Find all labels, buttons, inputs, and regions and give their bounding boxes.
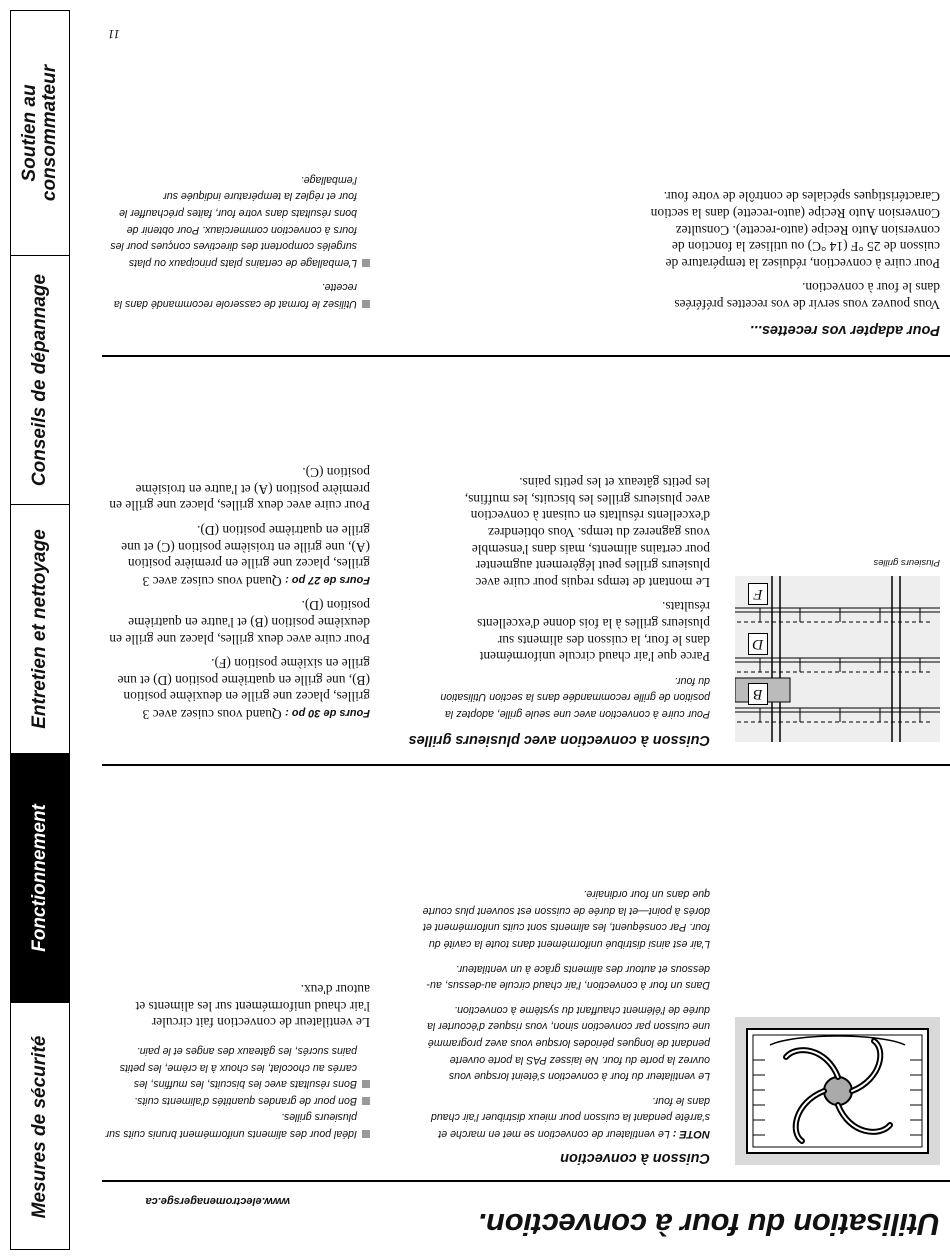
bullet-icon <box>362 1097 370 1105</box>
note-label: NOTE : <box>672 1128 710 1140</box>
ovens-30-two-racks: Pour cuire avec deux grilles, placez une grille en deuxième position (B) et l'autre en quatrième position (D). <box>109 598 370 647</box>
bullet-icon <box>362 1080 370 1088</box>
convection-col-right <box>105 981 370 1142</box>
tab-label: Conseils de dépannage <box>29 273 50 487</box>
tab-label: Soutien au consommateur <box>19 64 60 202</box>
ovens-27-label: Fours de 27 po : <box>285 573 370 586</box>
rack-label-b: B <box>748 683 768 705</box>
multi-rack-illustration <box>735 576 940 742</box>
ovens-30-paragraph <box>105 655 370 722</box>
bullet-icon <box>362 259 370 267</box>
rack-label-d: D <box>748 633 768 655</box>
multi-rack-intro: Pour cuire à convection avec une seule grille, adoptez la position de grille recommandée dans la section Utilisation du four. <box>440 674 710 720</box>
oven-fan-icon <box>735 1017 940 1165</box>
tab-label: Mesures de sécurité <box>29 1035 50 1219</box>
ovens-27-text: Quand vous cuisez avec 3 grilles, placez une grille en première position (A), une grille en troisième position (C) et une grille en quatrième position (D). <box>121 523 370 589</box>
figure-caption: Plusieurs grilles <box>873 557 940 568</box>
sidebar-tabs <box>10 10 70 1250</box>
adapt-heading: Pour adapter vos recettes... <box>749 322 940 338</box>
convection-fan-illustration <box>735 1017 940 1165</box>
convection-note <box>420 1092 710 1142</box>
adapt-p2: Pour cuire à convection, réduisez la température de cuisson de 25 °F (14 °C) ou utilisez la fonction de conversion Auto Recipe (auto-recette). Consultez Conversion Auto Recipe (auto-recette) dans la section Caractéristiques spéciales de contrôle de votre four. <box>650 189 940 271</box>
section-divider <box>102 356 950 358</box>
multi-rack-heading: Cuisson à convection avec plusieurs grilles <box>408 732 710 748</box>
adapt-col-right <box>105 171 370 312</box>
adapt-col-left <box>650 188 940 312</box>
fan-text: Le ventilateur de convection fait circuler l'air chaud uniformément sur les aliments et autour d'eux. <box>135 982 370 1031</box>
list-item: L'emballage de certains plats principaux ou plats surgelés comportent des directives conçues pour les fours à convection commerciaux. Pour obtenir de bons résultats dans votre four, faites préchauffer le four et réglez la température indiquée sur l'emballage. <box>105 171 370 271</box>
convection-col-left <box>420 886 710 1142</box>
convection-p3: Dans un four à convection, l'air chaud circule au-dessus, au-dessous et autour des aliments grâce à un ventilateur. <box>426 962 710 992</box>
tab-conseils-de-depannage[interactable] <box>11 256 69 505</box>
website-link[interactable]: www.electromenagersge.ca <box>145 1195 290 1207</box>
adapt-p1: Vous pouvez vous servir de vos recettes préférées dans le four à convection. <box>674 280 940 312</box>
ovens-30-text: Quand vous cuisez avec 3 grilles, placez une grille en deuxième position (B), une grille en quatrième position (D) et une grille en sixième position (F). <box>117 656 370 722</box>
list-item: Bons résultats avec les biscuits, les muffins, les carrés au chocolat, les choux à la crème, les petits pains sucrés, les gâteaux des anges et le pain. <box>105 1042 370 1092</box>
multi-rack-col-right <box>105 464 370 722</box>
tab-mesures-de-securite[interactable] <box>11 1003 69 1251</box>
tab-label: Fonctionnement <box>29 804 50 952</box>
tab-soutien-au-consommateur[interactable] <box>11 11 69 256</box>
page-title: Utilisation du four à convection. <box>477 1207 940 1242</box>
multi-rack-p1: Parce que l'air chaud circule uniformément dans le four, la cuisson des aliments sur plusieurs grilles à la fois donne d'excellents résultats. <box>477 599 710 665</box>
multi-rack-col-left <box>430 474 710 722</box>
page-content <box>85 0 950 1260</box>
title-rule <box>102 1180 950 1182</box>
multi-rack-p2: Le montant de temps requis pour cuire avec plusieurs grilles peut légèrement augmenter pour certains aliments, mais dans l'ensemble vous gagnerez du temps. Vous obtiendrez d'excellents résultats en cuisant à convection avec plusieurs grilles les biscuits, les muffins, les petits gâteaux et les petits pains. <box>464 475 710 590</box>
convection-heading: Cuisson à convection <box>560 1150 710 1166</box>
list-item: Idéal pour des aliments uniformément brunis cuits sur plusieurs grilles. <box>105 1109 370 1142</box>
bullet-icon <box>362 300 370 308</box>
ovens-30-label: Fours de 30 po : <box>285 707 370 719</box>
list-item: Utilisez le format de casserole recommandé dans la recette. <box>105 279 370 312</box>
ovens-27-paragraph <box>105 521 370 588</box>
tab-label: Entretien et nettoyage <box>29 529 50 729</box>
rack-label-f: F <box>748 583 768 605</box>
convection-p2: Le ventilateur du four à convection s'éteint lorsque vous ouvrez la porte du four. Ne laissez PAS la porte ouverte pendant de longues périodes lorsque vous avez programmé une cuisson par convection sinon, vous risquez d'écourter la durée de l'élément chauffant du système à convection. <box>427 1003 710 1083</box>
ovens-27-two-racks: Pour cuire avec deux grilles, placez une grille en première position (A) et l'autre en troisième position (C). <box>109 465 370 514</box>
convection-p4: L'air est ainsi distribué uniformément dans toute la cavité du four. Par conséquent, les aliments sont cuits uniformément et dorés à point—et la durée de cuisson est souvent plus courte que dans un four ordinaire. <box>422 888 710 951</box>
tab-fonctionnement[interactable] <box>11 754 69 1003</box>
page-number: 11 <box>107 27 120 42</box>
note-text: Le ventilateur de convection se met en marche et s'arrête pendant la cuisson pour mieux distribuer l'air chaud dans le four. <box>430 1094 710 1140</box>
bullet-icon <box>362 1130 370 1138</box>
list-item: Bon pour de grandes quantités d'aliments cuits. <box>105 1092 370 1109</box>
section-divider <box>102 765 950 767</box>
tab-entretien-et-nettoyage[interactable] <box>11 505 69 754</box>
